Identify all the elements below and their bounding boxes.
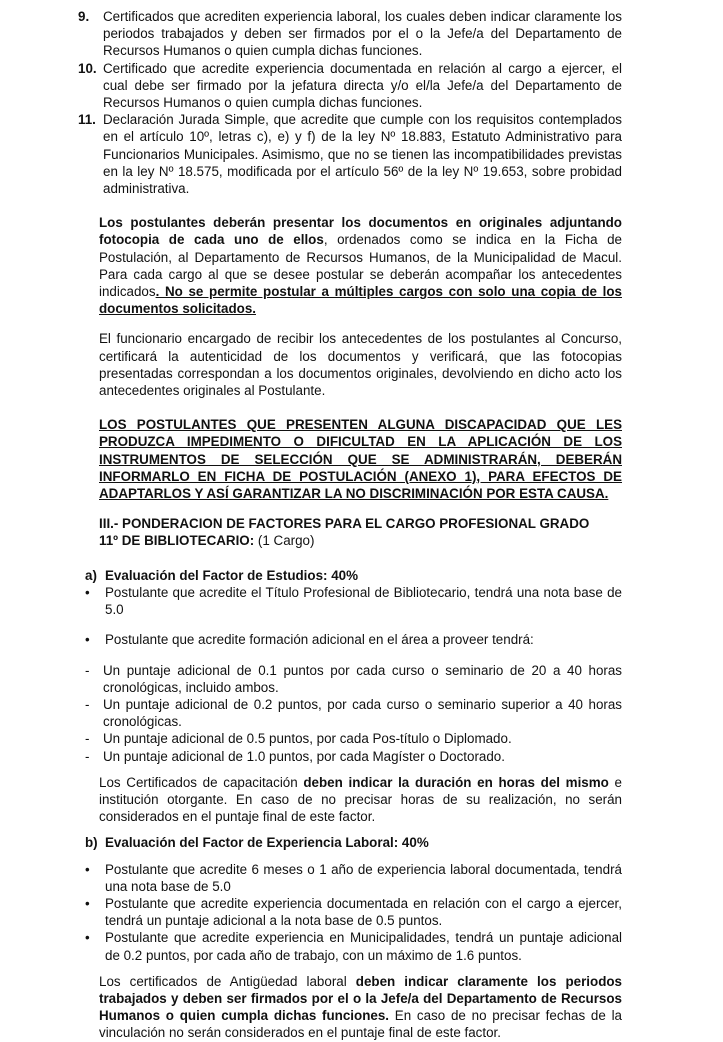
text-run: Certificado que acredite experiencia documentada en relación al cargo a ejercer, el cual debe ser firmado por la jefatura directa y/o el/la Jefe/a del Departamento de Recursos Humanos o quien cumpla dichas funciones. [103, 60, 622, 111]
text-run: Un puntaje adicional de 0.1 puntos por cada curso o seminario de 20 a 40 horas cronológicas, incluido ambos. [103, 662, 622, 695]
text-run: Evaluación del Factor de Experiencia Laboral: 40% [105, 835, 429, 851]
dash-item [0, 748, 723, 765]
paragraph [99, 973, 622, 1042]
item-text [103, 696, 622, 730]
bullet-item [0, 861, 723, 895]
item-text [103, 748, 622, 765]
text-run: Evaluación del Factor de Estudios: 40% [105, 567, 359, 583]
document-content [0, 8, 723, 1042]
dash-icon: - [85, 696, 90, 712]
text-run: 11º DE BIBLIOTECARIO: [99, 533, 258, 549]
text-run: Postulante que acredite experiencia documentada en relación con el cargo a ejercer, tendrá un puntaje adicional a la nota base de 0.5 puntos. [105, 895, 622, 929]
dash-item [0, 662, 723, 696]
dash-item [0, 696, 723, 730]
dash-icon: - [85, 731, 90, 747]
text-run: En caso de no precisar fechas de la vinculación no serán considerados en el puntaje final de este factor. [99, 1008, 622, 1041]
numbered-item [0, 111, 723, 197]
item-text [103, 8, 622, 60]
letter-label: a) [85, 567, 97, 583]
list-number: 10. [78, 60, 97, 76]
bullet-item [0, 584, 723, 618]
text-run: Postulante que acredite 6 meses o 1 año de experiencia laboral documentada, tendrá una nota base de 5.0 [105, 861, 622, 894]
bullet-icon: • [85, 861, 90, 877]
numbered-item [0, 8, 723, 60]
lettered-heading [0, 834, 723, 851]
text-run: Certificados que acrediten experiencia laboral, los cuales deben indicar claramente los periodos trabajados y deben ser firmados por el o la Jefe/a del Departamento de Recursos Humanos o quien cumpla dichas funciones. [103, 9, 622, 59]
text-run: Los Certificados de capacitación [99, 774, 304, 790]
text-run: Postulante que acredite el Título Profesional de Bibliotecario, tendrá una nota base de 5.0 [105, 584, 622, 618]
list-number: 9. [78, 9, 90, 24]
section-heading [99, 515, 622, 549]
paragraph [99, 214, 622, 317]
text-run: Un puntaje adicional de 1.0 puntos, por cada Magíster o Doctorado. [103, 748, 505, 764]
text-run: Los certificados de Antigüedad laboral [99, 973, 356, 989]
bullet-item [0, 631, 723, 648]
text-run: Un puntaje adicional de 0.5 puntos, por cada Pos-título o Diplomado. [103, 731, 512, 747]
paragraph [99, 330, 622, 399]
item-text [105, 567, 622, 584]
item-text [103, 730, 622, 747]
text-run: Los postulantes deberán presentar los documentos en originales adjuntando fotocopia de cada uno de ellos [99, 215, 622, 248]
item-text [103, 60, 622, 112]
item-text [103, 111, 622, 197]
text-run: . No se permite postular a múltiples cargos con solo una copia de los documentos solicitados. [99, 284, 622, 317]
item-text [105, 895, 622, 929]
item-text [105, 631, 622, 648]
text-run: e institución otorgante. En caso de no precisar horas de su realización, no serán considerados en el puntaje final de este factor. [99, 774, 622, 825]
numbered-item [0, 60, 723, 112]
text-run: Un puntaje adicional de 0.2 puntos, por cada curso o seminario superior a 40 horas cronológicas. [103, 696, 622, 730]
text-run: III.- PONDERACION DE FACTORES PARA EL CARGO PROFESIONAL GRADO [99, 516, 590, 532]
text-run: LOS POSTULANTES QUE PRESENTEN ALGUNA DISCAPACIDAD QUE LES PRODUZCA IMPEDIMENTO O DIFICULTAD EN LA APLICACIÓN DE LOS INSTRUMENTOS DE SELECCIÓN QUE SE ADMINISTRARÁN, DEBERÁN INFORMARLO EN FICHA DE POSTULACIÓN (ANEXO 1), PARA EFECTOS DE ADAPTARLOS Y ASÍ GARANTIZAR LA NO DISCRIMINACIÓN POR ESTA CAUSA. [99, 417, 622, 502]
bullet-icon: • [85, 632, 90, 648]
item-text [105, 584, 622, 618]
item-text [105, 834, 622, 851]
item-text [105, 929, 622, 963]
text-run: Declaración Jurada Simple, que acredite que cumple con los requisitos contemplados en el artículo 10º, letras c), e) y f) de la ley Nº 18.883, Estatuto Administrativo para Funcionarios Municipales. Asimismo, que no se tienen las incompatibilidades previstas en la ley Nº 18.575, modificada por el artículo 56º de la ley Nº 19.653, sobre probidad administrativa. [103, 112, 622, 197]
dash-icon: - [85, 662, 90, 678]
bullet-icon: • [85, 930, 90, 946]
dash-icon: - [85, 748, 90, 764]
bullet-icon: • [85, 584, 90, 600]
dash-item [0, 730, 723, 747]
text-run: (1 Cargo) [257, 533, 315, 549]
text-run: deben indicar la duración en horas del mismo [303, 774, 609, 790]
text-run: Postulante que acredite formación adicional en el área a proveer tendrá: [105, 632, 534, 648]
text-run: , ordenados como se indica en la Ficha de Postulación, al Departamento de Recursos Humanos, de la Municipalidad de Macul. Para cada cargo al que se desee postular se deberán acompañar los antecedentes indicados [99, 232, 622, 300]
letter-label: b) [85, 835, 98, 851]
item-text [103, 662, 622, 696]
paragraph [99, 774, 622, 826]
bullet-icon: • [85, 895, 90, 911]
bullet-item [0, 929, 723, 963]
text-run: El funcionario encargado de recibir los antecedentes de los postulantes al Concurso, certificará la autenticidad de los documentos y verificará, que las fotocopias presentadas correspondan a los documentos originales, devolviendo en dicho acto los antecedentes originales al Postulante. [99, 331, 622, 399]
bullet-item [0, 895, 723, 929]
paragraph [99, 416, 622, 502]
item-text [105, 861, 622, 895]
list-number: 11. [78, 112, 96, 128]
text-run: deben indicar claramente los periodos trabajados y deben ser firmados por el o la Jefe/a del Departamento de Recursos Humanos o quien cumpla dichas funciones. [99, 973, 623, 1024]
lettered-heading [0, 567, 723, 584]
text-run: Postulante que acredite experiencia en Municipalidades, tendrá un puntaje adicional de 0.2 puntos, por cada año de trabajo, con un máximo de 1.6 puntos. [105, 930, 622, 963]
